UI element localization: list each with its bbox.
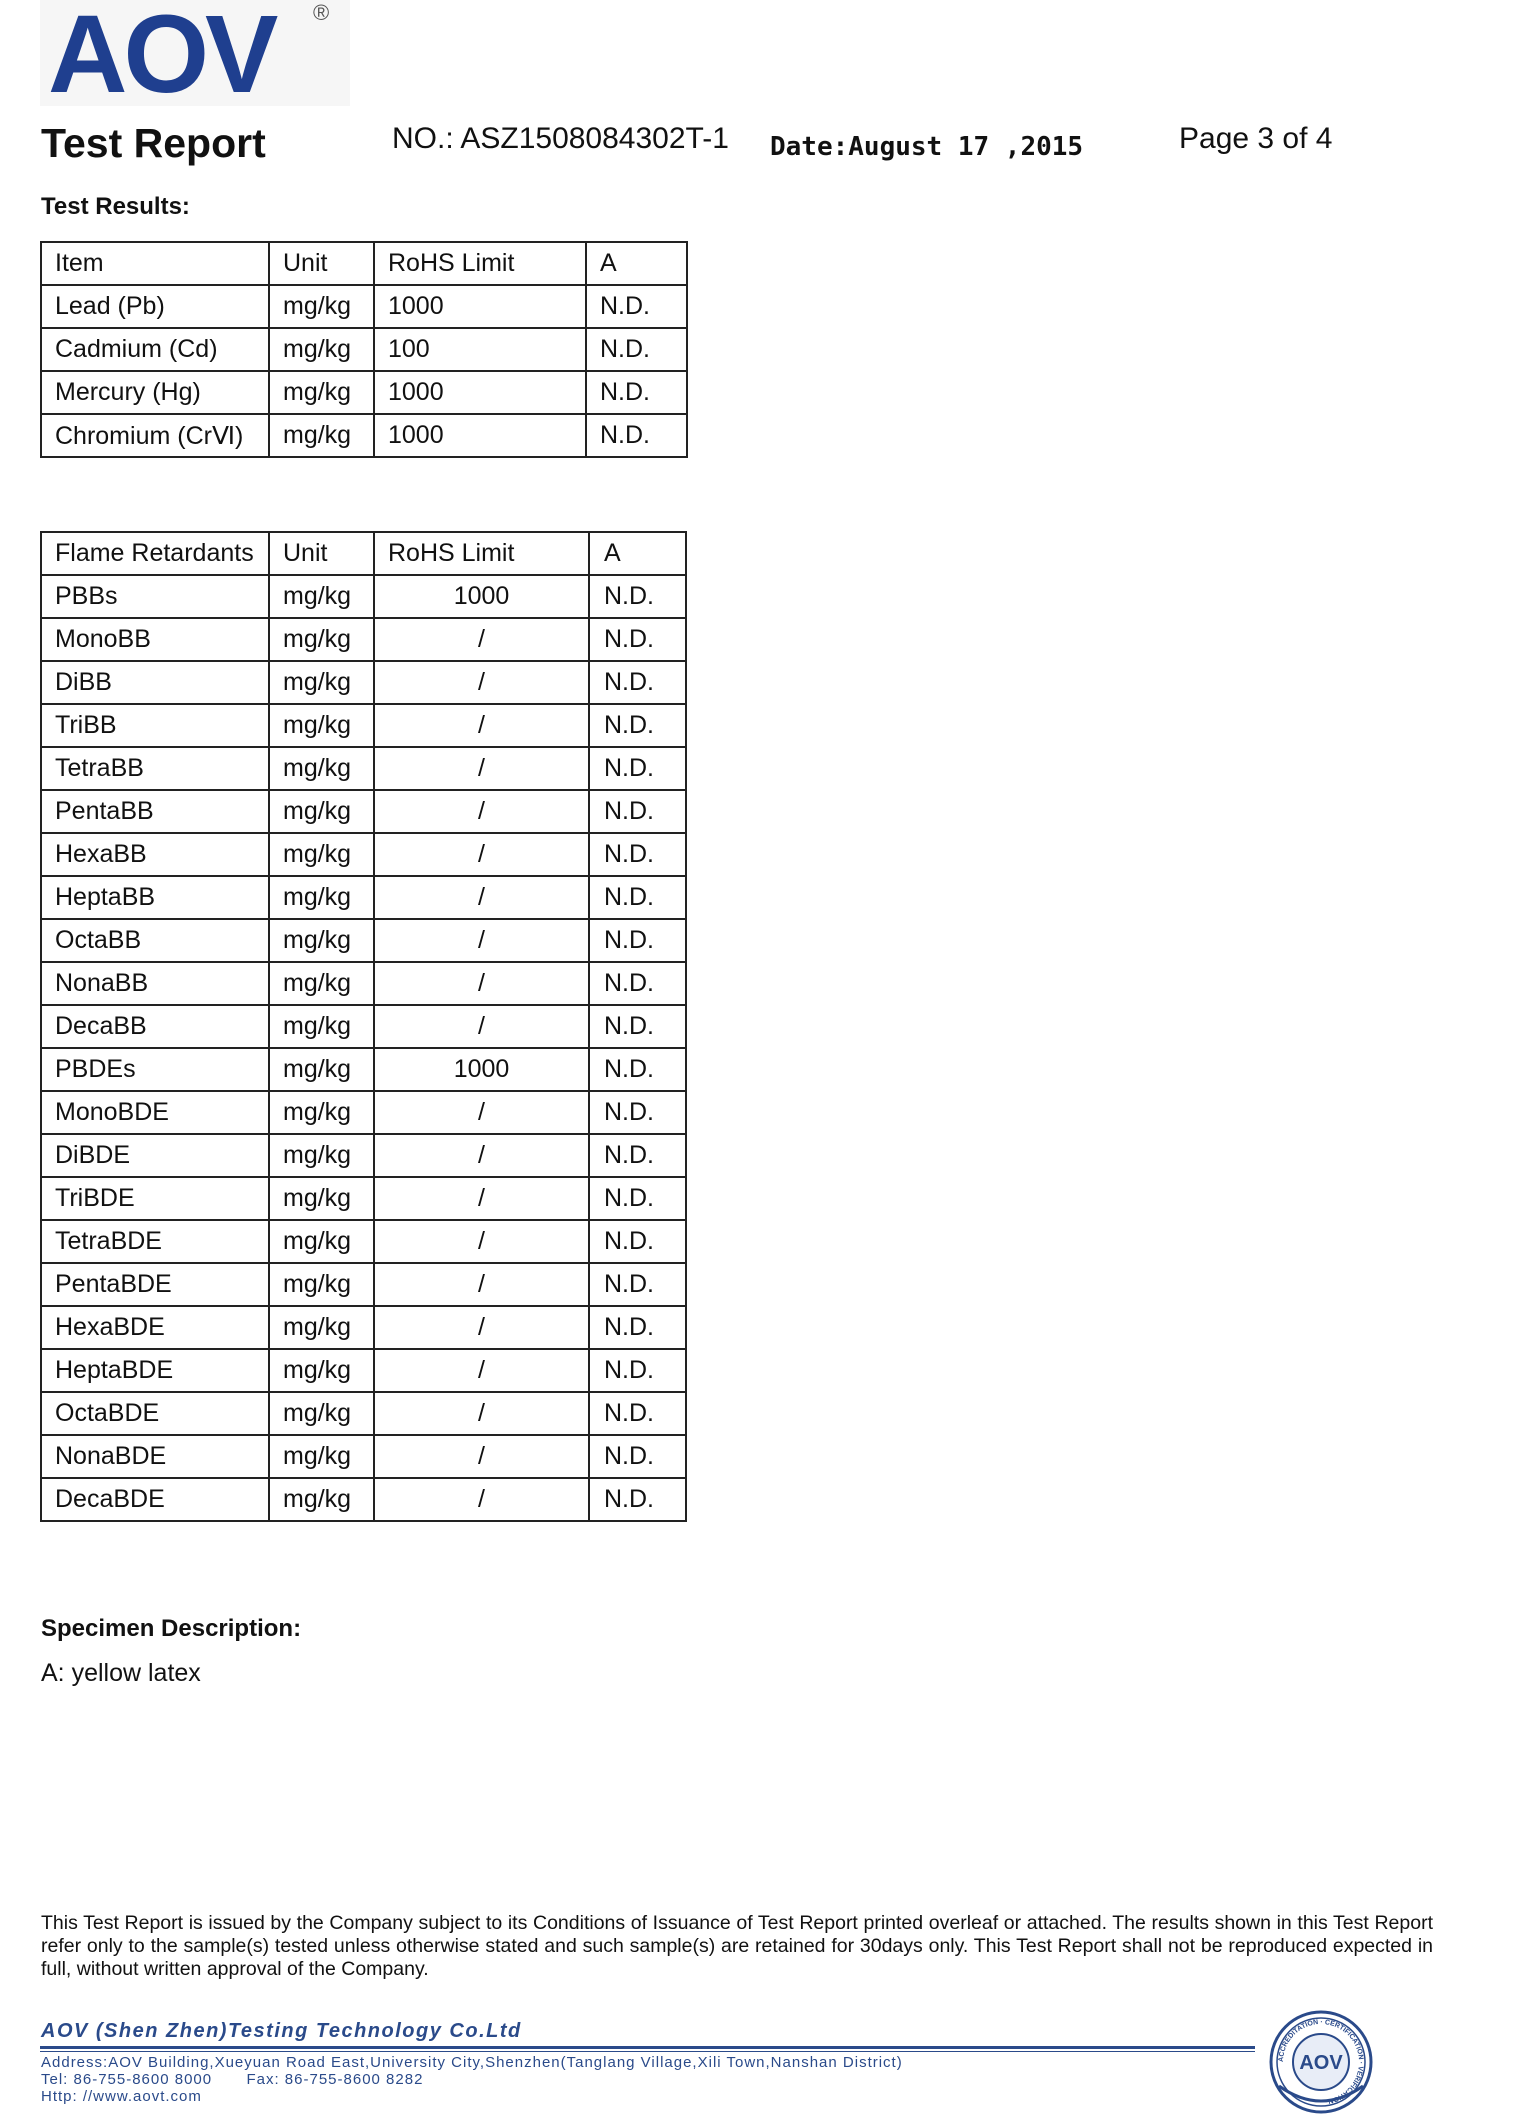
table-cell: HeptaBB — [41, 876, 269, 919]
table-cell: mg/kg — [269, 414, 374, 457]
heavy-metals-table — [40, 241, 688, 458]
table-cell: N.D. — [589, 1478, 686, 1521]
table-row — [41, 1177, 686, 1220]
table-cell: mg/kg — [269, 1220, 374, 1263]
table-cell: / — [374, 962, 589, 1005]
table-cell: N.D. — [589, 1392, 686, 1435]
table-row — [41, 1478, 686, 1521]
table-row — [41, 833, 686, 876]
table-cell: / — [374, 1435, 589, 1478]
table-cell: TriBB — [41, 704, 269, 747]
table-row — [41, 790, 686, 833]
table-row — [41, 285, 687, 328]
table-cell: / — [374, 1392, 589, 1435]
table-cell: N.D. — [589, 1220, 686, 1263]
table-row — [41, 1134, 686, 1177]
table-cell: DecaBDE — [41, 1478, 269, 1521]
page-indicator: Page 3 of 4 — [1179, 122, 1333, 155]
table-cell: NonaBDE — [41, 1435, 269, 1478]
table-cell: N.D. — [589, 919, 686, 962]
table-cell: mg/kg — [269, 285, 374, 328]
table-row — [41, 328, 687, 371]
footer-address: Address:AOV Building,Xueyuan Road East,University City,Shenzhen(Tanglang Village,Xili Town,Nanshan District) — [41, 2054, 903, 2071]
table-cell: PBBs — [41, 575, 269, 618]
specimen-description: A: yellow latex — [41, 1659, 201, 1687]
footer-company: AOV (Shen Zhen)Testing Technology Co.Ltd — [41, 2020, 522, 2042]
table-cell: mg/kg — [269, 747, 374, 790]
test-results-label: Test Results: — [41, 193, 190, 220]
table-cell: / — [374, 1263, 589, 1306]
table-cell: mg/kg — [269, 371, 374, 414]
table-header-cell: Unit — [269, 532, 374, 575]
table-header-cell: Flame Retardants — [41, 532, 269, 575]
table-cell: / — [374, 1134, 589, 1177]
table-row — [41, 1306, 686, 1349]
table-cell: mg/kg — [269, 1435, 374, 1478]
table-cell: HexaBB — [41, 833, 269, 876]
table-cell: PBDEs — [41, 1048, 269, 1091]
table-cell: Cadmium (Cd) — [41, 328, 269, 371]
table-cell: HeptaBDE — [41, 1349, 269, 1392]
table-cell: mg/kg — [269, 1306, 374, 1349]
table-cell: / — [374, 661, 589, 704]
table-cell: / — [374, 1349, 589, 1392]
table-cell: 1000 — [374, 371, 586, 414]
table-cell: / — [374, 1306, 589, 1349]
table-cell: N.D. — [589, 833, 686, 876]
table-cell: N.D. — [589, 790, 686, 833]
table-cell: 1000 — [374, 575, 589, 618]
table-cell: N.D. — [589, 1349, 686, 1392]
footer-tel: Tel: 86-755-8600 8000 — [41, 2071, 213, 2088]
flame-retardants-table — [40, 531, 687, 1522]
specimen-label: Specimen Description: — [41, 1615, 302, 1642]
table-cell: N.D. — [586, 371, 687, 414]
report-date: Date:August 17 ,2015 — [770, 132, 1084, 162]
footer-website: Http: //www.aovt.com — [41, 2088, 202, 2105]
table-row — [41, 414, 687, 457]
table-cell: N.D. — [586, 328, 687, 371]
table-cell: / — [374, 1005, 589, 1048]
table-cell: PentaBDE — [41, 1263, 269, 1306]
table-cell: mg/kg — [269, 876, 374, 919]
table-cell: mg/kg — [269, 962, 374, 1005]
table-cell: N.D. — [589, 704, 686, 747]
svg-text:ACCREDITATION · CERTIFICATION: ACCREDITATION · CERTIFICATION · VERIFICATION — [1277, 2018, 1365, 2105]
table-cell: mg/kg — [269, 919, 374, 962]
footer — [40, 2020, 1500, 2110]
table-cell: N.D. — [589, 1177, 686, 1220]
table-row — [41, 1005, 686, 1048]
table-row — [41, 1220, 686, 1263]
aov-logo-icon — [40, 0, 360, 110]
table-cell: DiBDE — [41, 1134, 269, 1177]
table-cell: mg/kg — [269, 328, 374, 371]
table-cell: mg/kg — [269, 1091, 374, 1134]
table-cell: / — [374, 919, 589, 962]
table-row — [41, 876, 686, 919]
table-cell: TriBDE — [41, 1177, 269, 1220]
table-cell: DecaBB — [41, 1005, 269, 1048]
table-header-cell: Item — [41, 242, 269, 285]
disclaimer-text: This Test Report is issued by the Company subject to its Conditions of Issuance of Test Report printed overleaf or attached. The results shown in this Test Report refer only to the sample(s) tested unless otherwise stated and such sample(s) are retained for 30days only. This Test Report shall not be reproduced expected in full, without written approval of the Company. — [41, 1912, 1433, 1980]
table-cell: N.D. — [589, 1306, 686, 1349]
footer-divider — [40, 2046, 1255, 2049]
footer-fax: Fax: 86-755-8600 8282 — [246, 2071, 424, 2088]
table-row — [41, 1435, 686, 1478]
table-cell: mg/kg — [269, 1392, 374, 1435]
table-cell: / — [374, 747, 589, 790]
table-cell: N.D. — [589, 747, 686, 790]
table-cell: mg/kg — [269, 1349, 374, 1392]
table-cell: mg/kg — [269, 575, 374, 618]
table-header-cell: A — [589, 532, 686, 575]
table-row — [41, 371, 687, 414]
table-cell: mg/kg — [269, 1478, 374, 1521]
table-row — [41, 1392, 686, 1435]
table-cell: / — [374, 1220, 589, 1263]
table-cell: mg/kg — [269, 1005, 374, 1048]
svg-text:AOV: AOV — [48, 0, 275, 110]
table-cell: 1000 — [374, 285, 586, 328]
table-cell: / — [374, 790, 589, 833]
table-cell: OctaBB — [41, 919, 269, 962]
table-row — [41, 1263, 686, 1306]
table-cell: TetraBB — [41, 747, 269, 790]
table-cell: N.D. — [589, 1005, 686, 1048]
table-cell: N.D. — [586, 285, 687, 328]
table-cell: N.D. — [589, 1091, 686, 1134]
table-cell: / — [374, 876, 589, 919]
table-cell: mg/kg — [269, 1177, 374, 1220]
table-cell: N.D. — [589, 962, 686, 1005]
table-cell: NonaBB — [41, 962, 269, 1005]
table-row — [41, 747, 686, 790]
table-header-cell: RoHS Limit — [374, 532, 589, 575]
table-header-row — [41, 242, 687, 285]
table-cell: PentaBB — [41, 790, 269, 833]
table-cell: N.D. — [589, 661, 686, 704]
table-cell: / — [374, 1478, 589, 1521]
table-cell: N.D. — [589, 876, 686, 919]
table-cell: DiBB — [41, 661, 269, 704]
table-cell: mg/kg — [269, 833, 374, 876]
table-row — [41, 575, 686, 618]
table-row — [41, 1091, 686, 1134]
table-header-cell: Unit — [269, 242, 374, 285]
table-cell: mg/kg — [269, 1263, 374, 1306]
footer-divider-thin — [40, 2051, 1255, 2052]
table-cell: mg/kg — [269, 1048, 374, 1091]
table-cell: mg/kg — [269, 1134, 374, 1177]
registered-mark: ® — [313, 0, 330, 25]
table-cell: N.D. — [586, 414, 687, 457]
table-cell: Chromium (CrⅥ) — [41, 414, 269, 457]
table-row — [41, 962, 686, 1005]
table-cell: N.D. — [589, 575, 686, 618]
table-cell: / — [374, 1177, 589, 1220]
company-logo — [40, 0, 360, 110]
table-cell: 1000 — [374, 414, 586, 457]
table-row — [41, 919, 686, 962]
table-row — [41, 1349, 686, 1392]
table-header-cell: RoHS Limit — [374, 242, 586, 285]
footer-contact — [41, 2071, 423, 2088]
table-cell: N.D. — [589, 618, 686, 661]
svg-text:AOV: AOV — [1299, 2052, 1343, 2074]
table-cell: 100 — [374, 328, 586, 371]
accreditation-seal-icon — [1265, 2006, 1377, 2118]
table-cell: mg/kg — [269, 661, 374, 704]
table-cell: N.D. — [589, 1435, 686, 1478]
table-cell: Mercury (Hg) — [41, 371, 269, 414]
report-title: Test Report — [41, 120, 266, 166]
table-cell: N.D. — [589, 1263, 686, 1306]
table-cell: MonoBB — [41, 618, 269, 661]
table-cell: mg/kg — [269, 790, 374, 833]
table-cell: mg/kg — [269, 704, 374, 747]
table-cell: N.D. — [589, 1134, 686, 1177]
table-row — [41, 704, 686, 747]
table-cell: MonoBDE — [41, 1091, 269, 1134]
table-row — [41, 1048, 686, 1091]
report-number: NO.: ASZ1508084302T-1 — [392, 122, 729, 155]
table-cell: N.D. — [589, 1048, 686, 1091]
table-cell: HexaBDE — [41, 1306, 269, 1349]
table-cell: / — [374, 1091, 589, 1134]
table-cell: OctaBDE — [41, 1392, 269, 1435]
table-cell: TetraBDE — [41, 1220, 269, 1263]
table-header-row — [41, 532, 686, 575]
table-cell: 1000 — [374, 1048, 589, 1091]
table-cell: / — [374, 833, 589, 876]
table-cell: Lead (Pb) — [41, 285, 269, 328]
table-cell: mg/kg — [269, 618, 374, 661]
accreditation-seal — [1265, 2006, 1377, 2118]
table-row — [41, 618, 686, 661]
table-cell: / — [374, 704, 589, 747]
table-cell: / — [374, 618, 589, 661]
table-header-cell: A — [586, 242, 687, 285]
table-row — [41, 661, 686, 704]
